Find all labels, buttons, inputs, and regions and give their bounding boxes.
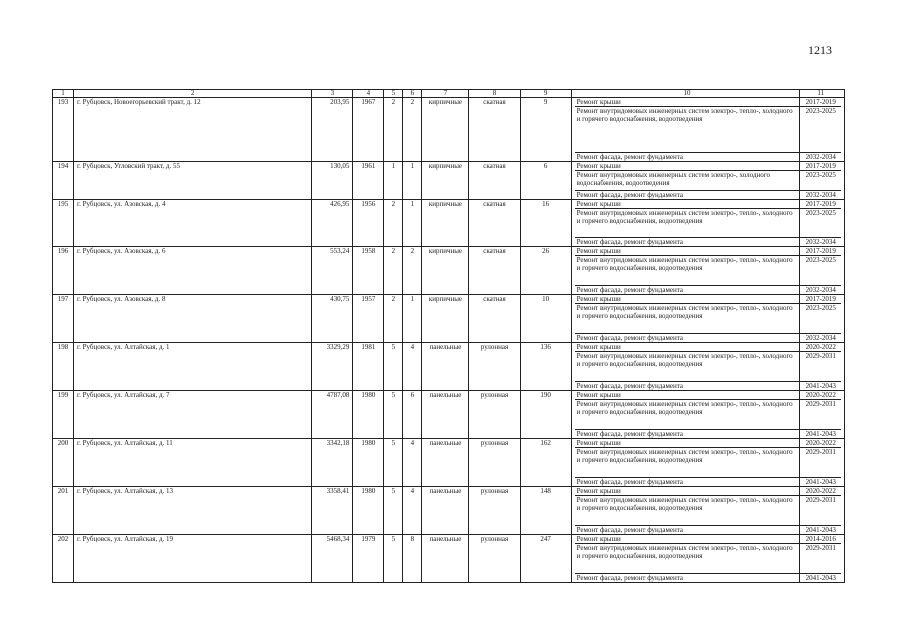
- area-cell: 3358,41: [312, 487, 353, 535]
- row-number: 195: [53, 200, 74, 247]
- floors-cell: 5: [384, 391, 403, 439]
- column-header: 10: [575, 90, 800, 97]
- area-cell: 3342,18: [312, 439, 353, 487]
- table-row: [53, 162, 845, 200]
- work-period: 2041-2043: [805, 430, 836, 438]
- entrances-cell: 1: [403, 200, 422, 247]
- apartments-cell: 26: [520, 247, 571, 295]
- work-period: 2029-2031: [800, 496, 841, 526]
- column-header: 2: [74, 90, 312, 98]
- year-cell: 1957: [353, 295, 384, 343]
- apartments-cell: 136: [520, 343, 571, 391]
- entrances-cell: 4: [403, 487, 422, 535]
- work-period: 2032-2034: [805, 191, 836, 199]
- floors-cell: 5: [384, 535, 403, 583]
- work-name: Ремонт внутридомовых инженерных систем электро-, тепло-, холодного и горячего водоснабжения, водоотведения: [575, 256, 800, 286]
- work-item: [575, 439, 841, 448]
- work-item: [575, 334, 841, 343]
- apartments-cell: 10: [520, 295, 571, 343]
- address-cell: г. Рубцовск, ул. Азовская, д. 4: [74, 200, 312, 247]
- entrances-cell: 2: [403, 98, 422, 162]
- works-header: [571, 90, 844, 98]
- work-name: Ремонт внутридомовых инженерных систем электро-, тепло-, холодного и горячего водоснабжения, водоотведения: [575, 352, 800, 382]
- row-number: 201: [53, 487, 74, 535]
- row-number: 202: [53, 535, 74, 583]
- roof-cell: скатная: [469, 247, 520, 295]
- walls-cell: панельные: [422, 535, 469, 583]
- column-header: 11: [817, 90, 825, 97]
- walls-cell: панельные: [422, 439, 469, 487]
- work-name: Ремонт фасада, ремонт фундамента: [575, 191, 800, 200]
- entrances-cell: 8: [403, 535, 422, 583]
- work-name: Ремонт фасада, ремонт фундамента: [575, 286, 800, 295]
- work-item: [575, 496, 841, 526]
- table-row: [53, 295, 845, 343]
- page-number: 1213: [808, 43, 832, 57]
- apartments-cell: 162: [520, 439, 571, 487]
- works-cell: [571, 391, 844, 439]
- year-cell: 1967: [353, 98, 384, 162]
- work-item: [575, 191, 841, 200]
- work-period: 2014-2016: [800, 535, 841, 544]
- work-name: Ремонт внутридомовых инженерных систем электро-, тепло-, холодного и горячего водоснабжения, водоотведения: [575, 209, 800, 238]
- work-name: Ремонт крыши: [575, 439, 800, 448]
- work-item: [575, 286, 841, 295]
- work-period: 2023-2025: [800, 304, 841, 334]
- work-item: [575, 162, 841, 171]
- work-item: [575, 209, 841, 238]
- work-name: Ремонт внутридомовых инженерных систем электро-, тепло-, холодного и горячего водоснабжения, водоотведения: [575, 304, 800, 334]
- work-period: 2017-2019: [800, 98, 841, 107]
- works-cell: [571, 200, 844, 247]
- work-name: Ремонт крыши: [575, 343, 800, 352]
- work-period: 2020-2022: [800, 439, 841, 448]
- floors-cell: 5: [384, 487, 403, 535]
- floors-cell: 2: [384, 200, 403, 247]
- work-name: Ремонт фасада, ремонт фундамента: [575, 334, 800, 343]
- work-period: 2029-2031: [800, 400, 841, 430]
- work-period: 2023-2025: [800, 256, 841, 286]
- work-item: [575, 526, 841, 535]
- work-name: Ремонт фасада, ремонт фундамента: [575, 526, 800, 535]
- work-period: 2020-2022: [800, 391, 841, 400]
- roof-cell: рулонная: [469, 535, 520, 583]
- walls-cell: кирпичные: [422, 98, 469, 162]
- table-row: [53, 343, 845, 391]
- work-period: 2017-2019: [800, 295, 841, 304]
- column-header: 9: [520, 90, 571, 98]
- work-name: Ремонт фасада, ремонт фундамента: [575, 382, 800, 391]
- year-cell: 1980: [353, 487, 384, 535]
- work-item: [575, 391, 841, 400]
- area-cell: 430,75: [312, 295, 353, 343]
- work-item: [575, 352, 841, 382]
- work-period: 2029-2031: [800, 448, 841, 478]
- work-name: Ремонт фасада, ремонт фундамента: [575, 238, 800, 247]
- table-row: [53, 200, 845, 247]
- column-header: 8: [469, 90, 520, 98]
- column-header: 5: [384, 90, 403, 98]
- roof-cell: рулонная: [469, 343, 520, 391]
- work-item: [575, 304, 841, 334]
- year-cell: 1979: [353, 535, 384, 583]
- work-name: Ремонт фасада, ремонт фундамента: [575, 478, 800, 487]
- column-header: 4: [353, 90, 384, 98]
- works-cell: [571, 343, 844, 391]
- roof-cell: рулонная: [469, 391, 520, 439]
- floors-cell: 2: [384, 98, 403, 162]
- apartments-cell: 148: [520, 487, 571, 535]
- area-cell: 5468,34: [312, 535, 353, 583]
- roof-cell: скатная: [469, 162, 520, 200]
- works-cell: [571, 98, 844, 162]
- address-cell: г. Рубцовск, Новоегорьевский тракт, д. 12: [74, 98, 312, 162]
- apartments-cell: 9: [520, 98, 571, 162]
- work-item: [575, 295, 841, 304]
- walls-cell: кирпичные: [422, 295, 469, 343]
- work-name: Ремонт внутридомовых инженерных систем электро-, тепло-, холодного и горячего водоснабжения, водоотведения: [575, 107, 800, 153]
- work-name: Ремонт крыши: [575, 200, 800, 209]
- work-item: [575, 171, 841, 191]
- work-period: 2023-2025: [800, 107, 841, 153]
- row-number: 193: [53, 98, 74, 162]
- row-number: 198: [53, 343, 74, 391]
- walls-cell: кирпичные: [422, 162, 469, 200]
- column-number-header-row: [53, 90, 845, 98]
- work-item: [575, 343, 841, 352]
- work-period: 2041-2043: [805, 382, 836, 390]
- year-cell: 1980: [353, 391, 384, 439]
- row-number: 200: [53, 439, 74, 487]
- column-header: 1: [53, 90, 74, 98]
- roof-cell: скатная: [469, 295, 520, 343]
- address-cell: г. Рубцовск, ул. Азовская, д. 8: [74, 295, 312, 343]
- entrances-cell: 4: [403, 439, 422, 487]
- table-row: [53, 247, 845, 295]
- entrances-cell: 1: [403, 295, 422, 343]
- work-period: 2017-2019: [800, 247, 841, 256]
- walls-cell: панельные: [422, 391, 469, 439]
- work-item: [575, 535, 841, 544]
- work-period: 2032-2034: [805, 153, 836, 161]
- work-name: Ремонт крыши: [575, 487, 800, 496]
- works-cell: [571, 535, 844, 583]
- work-name: Ремонт крыши: [575, 391, 800, 400]
- apartments-cell: 6: [520, 162, 571, 200]
- year-cell: 1956: [353, 200, 384, 247]
- year-cell: 1980: [353, 439, 384, 487]
- area-cell: 4787,08: [312, 391, 353, 439]
- address-cell: г. Рубцовск, ул. Алтайская, д. 13: [74, 487, 312, 535]
- work-name: Ремонт крыши: [575, 535, 800, 544]
- work-period: 2020-2022: [800, 343, 841, 352]
- apartments-cell: 190: [520, 391, 571, 439]
- area-cell: 3329,29: [312, 343, 353, 391]
- work-period: 2017-2019: [800, 162, 841, 171]
- table-row: [53, 391, 845, 439]
- work-item: [575, 487, 841, 496]
- address-cell: г. Рубцовск, ул. Алтайская, д. 19: [74, 535, 312, 583]
- work-period: 2017-2019: [800, 200, 841, 209]
- walls-cell: панельные: [422, 343, 469, 391]
- apartments-cell: 247: [520, 535, 571, 583]
- roof-cell: рулонная: [469, 439, 520, 487]
- works-cell: [571, 247, 844, 295]
- roof-cell: рулонная: [469, 487, 520, 535]
- year-cell: 1981: [353, 343, 384, 391]
- work-period: 2023-2025: [800, 209, 841, 238]
- work-name: Ремонт внутридомовых инженерных систем электро-, тепло-, холодного и горячего водоснабжения, водоотведения: [575, 400, 800, 430]
- work-period: 2020-2022: [800, 487, 841, 496]
- address-cell: г. Рубцовск, ул. Алтайская, д. 7: [74, 391, 312, 439]
- table-row: [53, 487, 845, 535]
- work-item: [575, 400, 841, 430]
- year-cell: 1958: [353, 247, 384, 295]
- table-row: [53, 98, 845, 162]
- walls-cell: панельные: [422, 487, 469, 535]
- work-name: Ремонт фасада, ремонт фундамента: [575, 430, 800, 439]
- work-name: Ремонт крыши: [575, 295, 800, 304]
- work-name: Ремонт крыши: [575, 247, 800, 256]
- work-period: 2032-2034: [805, 238, 836, 246]
- floors-cell: 5: [384, 343, 403, 391]
- area-cell: 203,95: [312, 98, 353, 162]
- entrances-cell: 1: [403, 162, 422, 200]
- roof-cell: скатная: [469, 200, 520, 247]
- column-header: 6: [403, 90, 422, 98]
- work-name: Ремонт внутридомовых инженерных систем электро-, холодного водоснабжения, водоотведения: [575, 171, 800, 191]
- row-number: 197: [53, 295, 74, 343]
- works-cell: [571, 295, 844, 343]
- work-item: [575, 153, 841, 162]
- work-period: 2032-2034: [805, 286, 836, 294]
- work-item: [575, 98, 841, 107]
- work-item: [575, 448, 841, 478]
- entrances-cell: 4: [403, 343, 422, 391]
- repair-schedule-table: [52, 89, 845, 583]
- floors-cell: 2: [384, 247, 403, 295]
- work-item: [575, 544, 841, 574]
- entrances-cell: 6: [403, 391, 422, 439]
- work-name: Ремонт крыши: [575, 162, 800, 171]
- work-item: [575, 382, 841, 391]
- area-cell: 553,24: [312, 247, 353, 295]
- work-period: 2041-2043: [805, 574, 836, 582]
- walls-cell: кирпичные: [422, 247, 469, 295]
- year-cell: 1961: [353, 162, 384, 200]
- apartments-cell: 16: [520, 200, 571, 247]
- row-number: 196: [53, 247, 74, 295]
- column-header: 3: [312, 90, 353, 98]
- work-name: Ремонт фасада, ремонт фундамента: [575, 574, 800, 583]
- row-number: 194: [53, 162, 74, 200]
- works-cell: [571, 439, 844, 487]
- work-item: [575, 247, 841, 256]
- work-item: [575, 478, 841, 487]
- work-item: [575, 430, 841, 439]
- area-cell: 130,05: [312, 162, 353, 200]
- roof-cell: скатная: [469, 98, 520, 162]
- work-item: [575, 238, 841, 247]
- work-item: [575, 200, 841, 209]
- row-number: 199: [53, 391, 74, 439]
- work-period: 2023-2025: [800, 171, 841, 191]
- area-cell: 426,95: [312, 200, 353, 247]
- address-cell: г. Рубцовск, ул. Алтайская, д. 11: [74, 439, 312, 487]
- work-name: Ремонт крыши: [575, 98, 800, 107]
- address-cell: г. Рубцовск, ул. Азовская, д. 6: [74, 247, 312, 295]
- work-period: 2029-2031: [800, 544, 841, 574]
- work-name: Ремонт внутридомовых инженерных систем электро-, тепло-, холодного и горячего водоснабжения, водоотведения: [575, 496, 800, 526]
- works-cell: [571, 162, 844, 200]
- work-period: 2029-2031: [800, 352, 841, 382]
- floors-cell: 5: [384, 439, 403, 487]
- address-cell: г. Рубцовск, ул. Алтайская, д. 1: [74, 343, 312, 391]
- entrances-cell: 2: [403, 247, 422, 295]
- works-cell: [571, 487, 844, 535]
- floors-cell: 2: [384, 295, 403, 343]
- floors-cell: 1: [384, 162, 403, 200]
- column-header: 7: [422, 90, 469, 98]
- address-cell: г. Рубцовск, Угловский тракт, д. 55: [74, 162, 312, 200]
- table-row: [53, 439, 845, 487]
- work-period: 2041-2043: [805, 478, 836, 486]
- work-item: [575, 256, 841, 286]
- work-period: 2032-2034: [805, 334, 836, 342]
- work-name: Ремонт внутридомовых инженерных систем электро-, тепло-, холодного и горячего водоснабжения, водоотведения: [575, 544, 800, 574]
- walls-cell: кирпичные: [422, 200, 469, 247]
- work-name: Ремонт фасада, ремонт фундамента: [575, 153, 800, 162]
- work-name: Ремонт внутридомовых инженерных систем электро-, тепло-, холодного и горячего водоснабжения, водоотведения: [575, 448, 800, 478]
- table-row: [53, 535, 845, 583]
- work-period: 2041-2043: [805, 526, 836, 534]
- work-item: [575, 107, 841, 153]
- work-item: [575, 574, 841, 583]
